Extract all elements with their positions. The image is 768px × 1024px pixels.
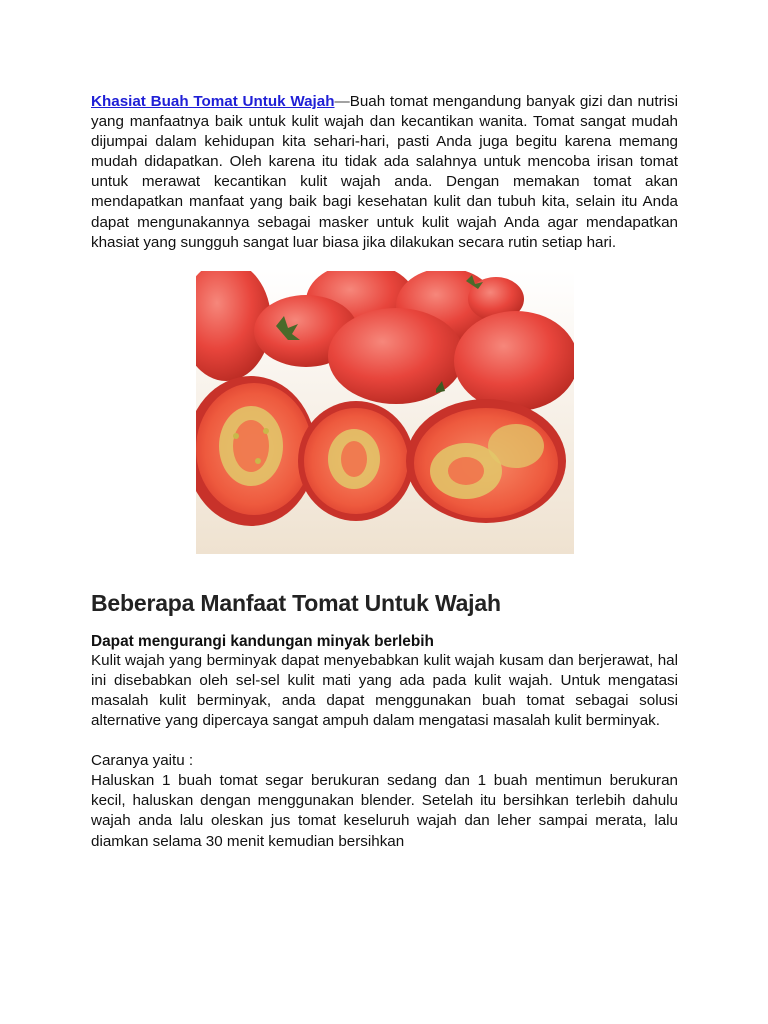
benefit-paragraph: Kulit wajah yang berminyak dapat menyebabkan kulit wajah kusam dan berjerawat, hal ini disebabkan oleh sel-sel kulit mati yang ada pada kulit wajah. Untuk mengatasi masalah kulit berminyak, anda dapat menggunakan buah tomat sebagai solusi alternative yang dipercaya sangat ampuh dalam mengatasi masalah kulit berminyak.: [91, 651, 678, 730]
paragraph-gap: [91, 731, 678, 751]
intro-paragraph: [91, 92, 678, 253]
section-title: Beberapa Manfaat Tomat Untuk Wajah: [91, 589, 501, 616]
tomato-photo: [196, 271, 574, 554]
article-title-link[interactable]: Khasiat Buah Tomat Untuk Wajah: [91, 93, 335, 110]
subsection-title: Dapat mengurangi kandungan minyak berlebih: [91, 632, 434, 650]
method-label: Caranya yaitu :: [91, 752, 194, 770]
method-paragraph: Haluskan 1 buah tomat segar berukuran sedang dan 1 buah mentimun berukuran kecil, haluskan dengan menggunakan blender. Setelah itu bersihkan terlebih dahulu wajah anda lalu oleskan jus tomat keseluruh wajah dan leher sampai merata, lalu diamkan selama 30 menit kemudian bersihkan: [91, 772, 678, 850]
document-page: [91, 92, 678, 852]
intro-text: Buah tomat mengandung banyak gizi dan nutrisi yang manfaatnya baik untuk kulit wajah dan kecantikan wanita. Tomat sangat mudah dijumpai dalam kehidupan kita sehari-hari, pasti Anda juga begitu karena memang mudah didapatkan. Oleh karena itu tidak ada salahnya untuk mencoba irisan tomat untuk merawat kecantikan kulit wajah anda. Dengan memakan tomat akan mendapatkan manfaat yang baik bagi kesehatan kulit dan tubuh kita, selain itu Anda dapat mengunakannya sebagai masker untuk kulit wajah Anda agar mendapatkan khasiat yang sungguh sangat luar biasa jika dilakukan secara rutin setiap hari.: [91, 93, 678, 251]
title-dash: —: [334, 93, 350, 110]
